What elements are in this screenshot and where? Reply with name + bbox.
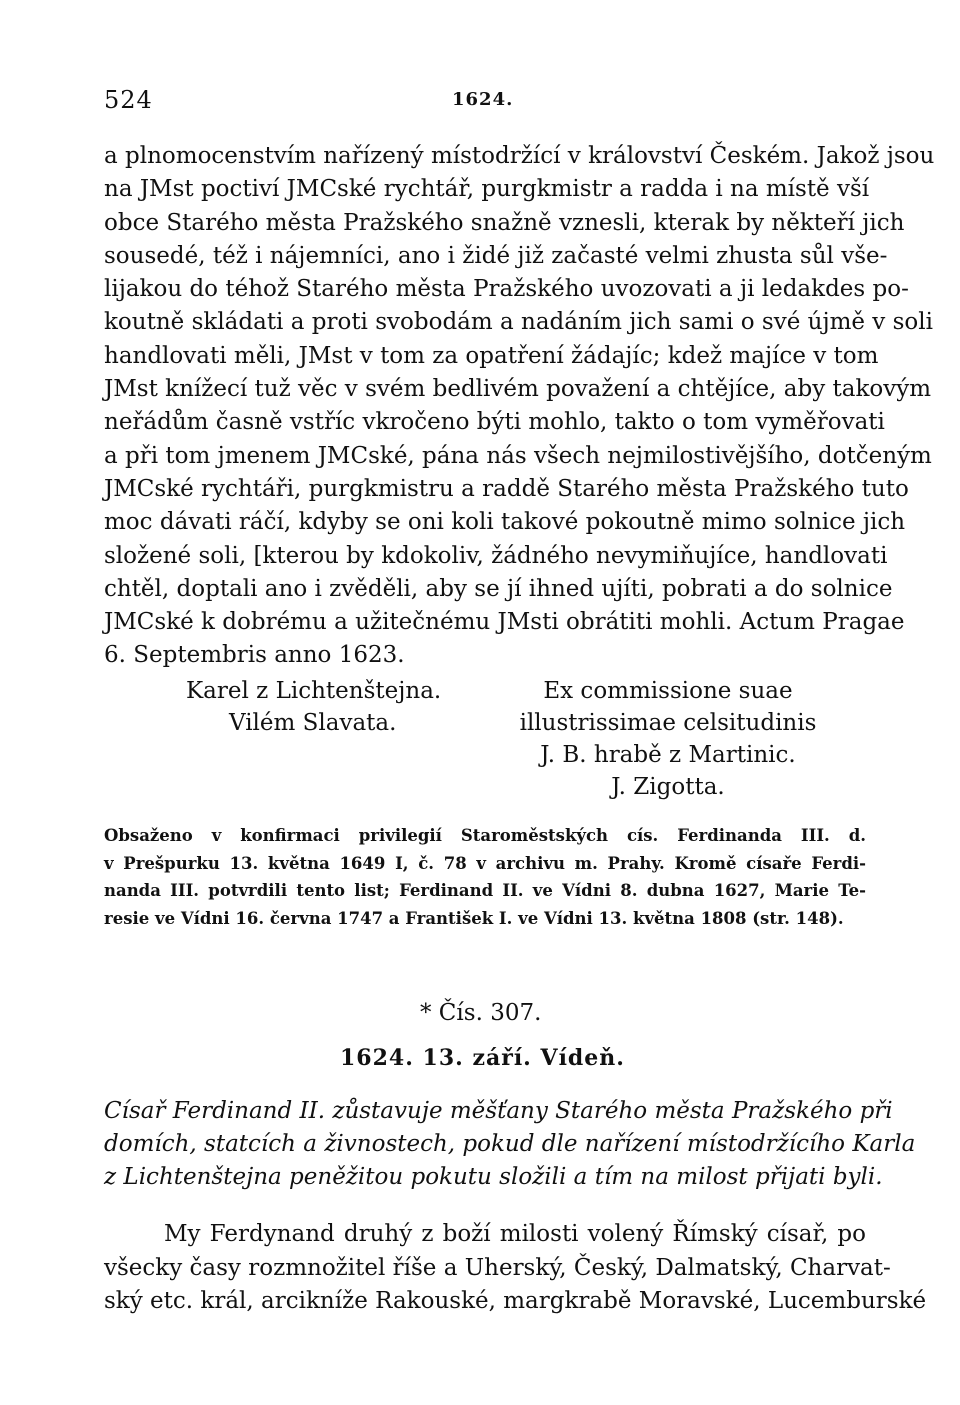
note-line: v Prešpurku 13. května 1649 I, č. 78 v archivu m. Prahy. Kromě císaře Ferdi-	[104, 853, 866, 873]
signature-line: J. Zigotta.	[611, 774, 725, 800]
main-paragraph	[104, 140, 935, 673]
signatures-left	[186, 675, 441, 739]
document-date-line: 1624. 13. září. Vídeň.	[340, 1045, 625, 1071]
signature-line: illustrissimae celsitudinis	[519, 710, 817, 736]
text-line: JMCské k dobrému a užitečnému JMsti obrátiti mohli. Actum Pragae	[104, 609, 905, 636]
page-header	[104, 86, 866, 120]
signature-line: Vilém Slavata.	[229, 710, 397, 736]
document-number: * Čís. 307.	[420, 1000, 542, 1026]
note-line: resie ve Vídni 16. června 1747 a František I. ve Vídni 13. května 1808 (str. 148).	[104, 908, 844, 928]
text-line: a plnomocenstvím nařízený místodržící v království Českém. Jakož jsou	[104, 143, 935, 169]
signature-line: Ex commissione suae	[543, 678, 793, 704]
note-line: Obsaženo v konfirmaci privilegií Staroměstských cís. Ferdinanda III. d.	[104, 826, 866, 845]
signatures	[104, 675, 866, 803]
summary-line: Císař Ferdinand II. zůstavuje měšťany Starého města Pražského při	[104, 1098, 893, 1124]
text-line: všecky časy rozmnožitel říše a Uherský, Český, Dalmatský, Charvat-	[104, 1254, 891, 1281]
signature-line: Karel z Lichtenštejna.	[186, 678, 442, 704]
text-line: JMst knížecí tuž věc v svém bedlivém považení a chtějíce, aby takovým	[104, 376, 932, 403]
signature-line: J. B. hrabě z Martinic.	[540, 742, 796, 768]
text-line: neřádům časně vstříc vkročeno býti mohlo, takto o tom vyměřovati	[104, 409, 885, 436]
text-line: handlovati měli, JMst v tom za opatření žádajíc; kdež majíce v tom	[104, 342, 879, 369]
text-line: a při tom jmenem JMCské, pána nás všech nejmilostivějšího, dotčeným	[104, 442, 932, 469]
text-line: chtěl, doptali ano i zvěděli, aby se jí ihned ujíti, pobrati a do solnice	[104, 575, 893, 602]
text-line: koutně skládati a proti svobodám a nadáním jich sami o své újmě v soli	[104, 309, 933, 336]
note-line: nanda III. potvrdili tento list; Ferdinand II. ve Vídni 8. dubna 1627, Marie Te-	[104, 881, 866, 900]
text-line: JMCské rychtáři, purgkmistru a raddě Starého města Pražského tuto	[104, 475, 909, 502]
text-line: na JMst poctiví JMCské rychtář, purgkmistr a radda i na místě vší	[104, 176, 870, 203]
text-line: složené soli, [kterou by kdokoliv, žádného nevymiňujíce, handlovati	[104, 542, 888, 569]
text-line: obce Starého města Pražského snažně vznesli, kterak by někteří jich	[104, 209, 905, 236]
archival-note	[104, 822, 866, 932]
running-year: 1624.	[452, 89, 514, 110]
text-line: 6. Septembris anno 1623.	[104, 642, 405, 669]
text-line: lijakou do téhož Starého města Pražského uvozovati a ji ledakdes po-	[104, 276, 909, 303]
page-number: 524	[104, 86, 153, 114]
text-line: My Ferdynand druhý z boží milosti volený Římský císař, po	[164, 1221, 866, 1247]
document-summary	[104, 1095, 916, 1194]
text-line: sousedé, též i nájemníci, ano i židé již začasté velmi zhusta sůl vše-	[104, 242, 888, 269]
document-body	[104, 1218, 927, 1319]
signatures-right	[518, 675, 818, 803]
text-line: ský etc. král, arcikníže Rakouské, margkrabě Moravské, Lucemburské	[104, 1288, 927, 1314]
summary-line: domích, statcích a živnostech, pokud dle nařízení místodržícího Karla	[104, 1131, 916, 1157]
summary-line: z Lichtenštejna peněžitou pokutu složili a tím na milost přijati byli.	[104, 1164, 883, 1190]
text-line: moc dávati ráčí, kdyby se oni koli takové pokoutně mimo solnice jich	[104, 509, 906, 536]
